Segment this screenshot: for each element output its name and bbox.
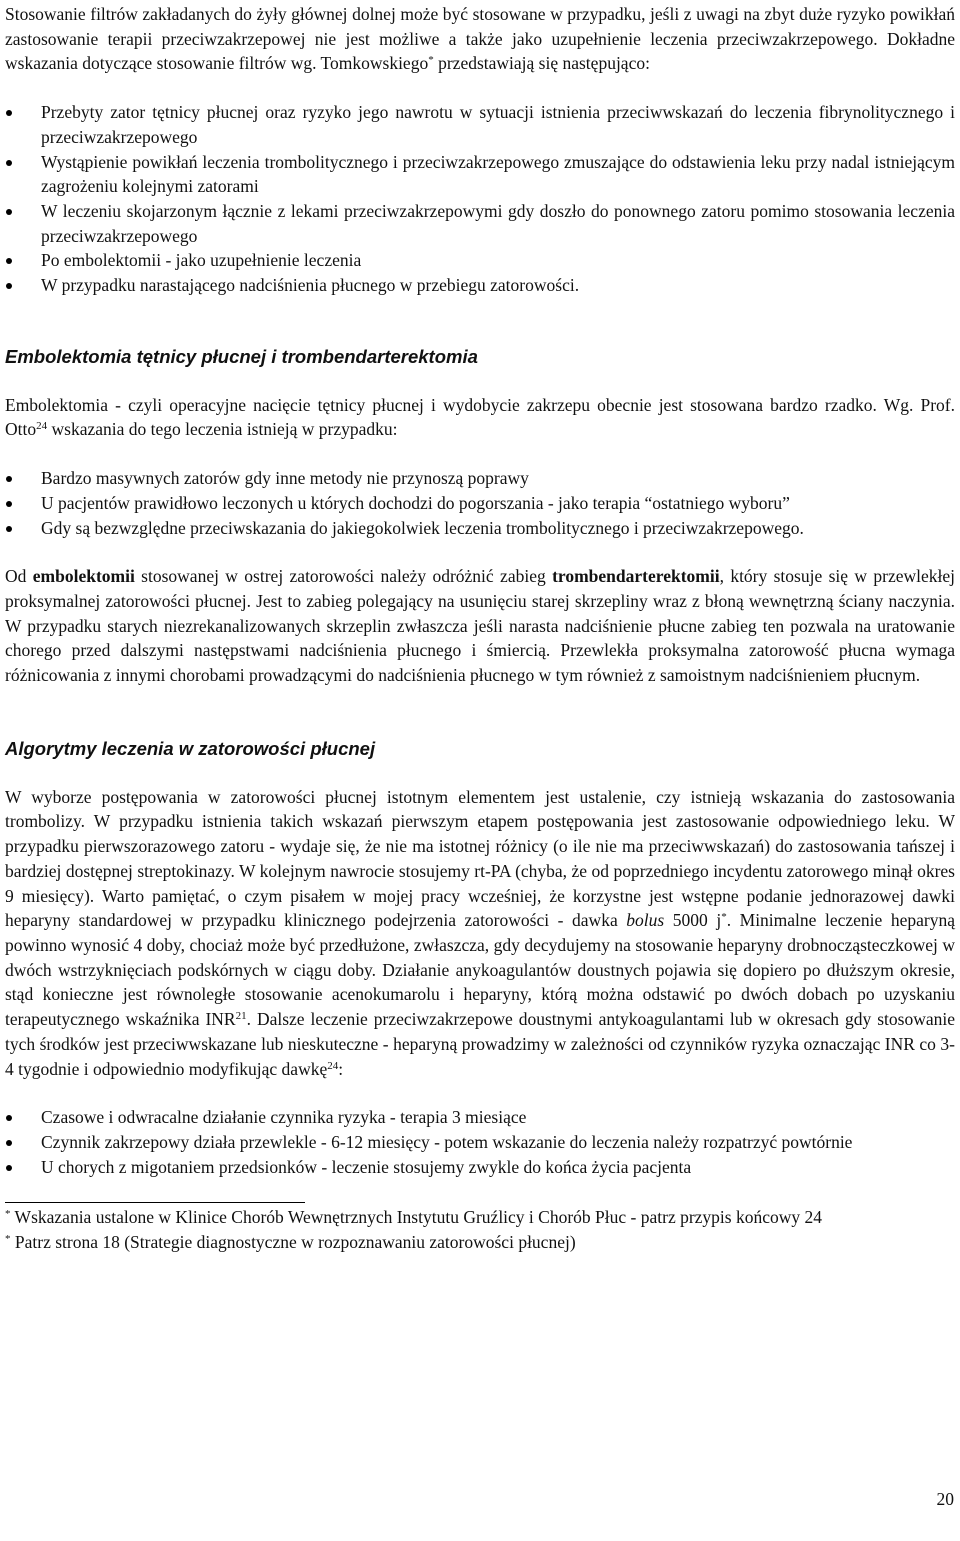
list-item: Czynnik zakrzepowy działa przewlekle - 6-12 miesięcy - potem wskazanie do leczenia należy rozpatrzyć powtórnie — [5, 1130, 955, 1155]
list-item: Bardzo masywnych zatorów gdy inne metody nie przynoszą poprawy — [5, 466, 955, 491]
page-number: 20 — [936, 1489, 954, 1509]
footnote-ref: 24 — [327, 1059, 339, 1072]
footnote-ref: 24 — [36, 420, 48, 433]
footnote-ref: 21 — [235, 1010, 247, 1023]
treatment-duration-list — [5, 1105, 955, 1179]
footnote-mark: * — [5, 1233, 11, 1246]
bullet-icon — [6, 1140, 12, 1146]
algorithms-paragraph: W wyborze postępowania w zatorowości płucnej istotnym elementem jest ustalenie, czy istnieją wskazania do zastosowania trombolizy. W przypadku istnienia takich wskazań pierwszym etapem postępowania jest zastosowanie odpowiedniego leku. W przypadku pierwszorazowego zatoru - wydaje się, że nie ma istotnej różnicy (o ile nie ma przeciwwskazań) do zastosowania tańszej i bardziej dostępnej streptokinazy. W kolejnym nawrocie stosujemy rt-PA (chyba, że od poprzedniego incydentu zatorowego minął okres 9 miesięcy). Warto pamiętać, o czym pisałem w mojej pracy wcześniej, że korzystne jest wstępne podanie jednorazowej dawki heparyny standardowej w przypadku klinicznego podejrzenia zatorowości - dawka bolus 5000 j*. Minimalne leczenie heparyną powinno wynosić 4 doby, chociaż może być przedłużone, zwłaszcza, gdy decydujemy na stosowanie heparyny drobnocząsteczkowej w dwóch wstrzyknięciach podskórnych w ciągu doby. Działanie anykoagulantów doustnych pojawia się dopiero po dłuższym okresie, stąd konieczne jest równoległe stosowanie acenokumarolu i heparyny, którą można odstawić po dwóch dobach po uzyskaniu terapeutycznego wskaźnika INR$^{21}$. Dalsze leczenie przeciwzakrzepowe doustnymi antykoagulantami lub w okresach gdy stosowanie tych środków jest przeciwwskazane lub nieskuteczne - heparyną prowadzimy w zależności od czynników ryzyka oznaczając INR co 3-4 tygodnie i odpowiednio modyfikując dawkę$^{24}$: — [5, 786, 955, 1079]
bullet-icon — [6, 1115, 12, 1121]
document-page — [5, 0, 955, 1255]
bullet-icon — [6, 283, 12, 289]
embolectomy-paragraph: Embolektomia - czyli operacyjne nacięcie tętnicy płucnej i wydobycie zakrzepu obecnie jest stosowana bardzo rzadko. Wg. Prof. Otto$^{24}$ wskazania do tego leczenia istnieją w przypadku: — [5, 394, 955, 440]
bullet-icon — [6, 110, 12, 116]
footnote-ref: * — [721, 911, 727, 924]
section-heading-embolectomy: Embolektomia tętnicy płucnej i trombendarterektomia — [5, 345, 478, 367]
footnote: * Wskazania ustalone w Klinice Chorób Wewnętrznych Instytutu Gruźlicy i Chorób Płuc - patrz przypis końcowy 24 — [5, 1207, 823, 1228]
bullet-icon — [6, 209, 12, 215]
footnote-mark: * — [5, 1208, 11, 1221]
intro-paragraph — [5, 0, 955, 76]
list-item: Przebyty zator tętnicy płucnej oraz ryzyko jego nawrotu w sytuacji istnienia przeciwwskazań do leczenia fibrynolitycznego i przeciwzakrzepowego — [5, 100, 955, 149]
filter-indications-list — [5, 100, 955, 298]
footnote: * Patrz strona 18 (Strategie diagnostyczne w rozpoznawaniu zatorowości płucnej) — [5, 1232, 576, 1253]
footnotes — [5, 1205, 955, 1254]
bullet-icon — [6, 501, 12, 507]
list-item: U chorych z migotaniem przedsionków - leczenie stosujemy zwykle do końca życia pacjenta — [5, 1155, 955, 1180]
embolectomy-indications-list — [5, 466, 955, 540]
list-item: Po embolektomii - jako uzupełnienie leczenia — [5, 248, 955, 273]
list-item: Czasowe i odwracalne działanie czynnika ryzyka - terapia 3 miesiące — [5, 1105, 955, 1130]
list-item: Wystąpienie powikłań leczenia trombolitycznego i przeciwzakrzepowego zmuszające do odstawienia leku przy nadal istniejącym zagrożeniu kolejnymi zatorami — [5, 150, 955, 199]
bullet-icon — [6, 160, 12, 166]
footnote-ref: * — [428, 54, 434, 67]
bullet-icon — [6, 476, 12, 482]
section-heading-algorithms: Algorytmy leczenia w zatorowości płucnej — [5, 737, 376, 759]
intro-tail: przedstawiają się następująco: — [433, 53, 650, 74]
trombendarterectomy-paragraph: Od embolektomii stosowanej w ostrej zatorowości należy odróżnić zabieg trombendarterektomii, który stosuje się w przewlekłej proksymalnej zatorowości płucnej. Jest to zabieg polegający na usunięciu starej skrzepliny wraz z błoną wewnętrzną ściany naczynia. W przypadku starych niezrekanalizowanych skrzeplin zwłaszcza jeśli narasta nadciśnienie płucne zabieg ten pozwala na uratowanie chorego przed dalszymi następstwami nadciśnienia płucnego i śmiercią. Przewlekła proksymalna zatorowość płucna wymaga różnicowania z innymi chorobami prowadzącymi do nadciśnienia płucnego w tym również z samoistnym nadciśnieniem płucnym. — [5, 566, 955, 686]
bullet-icon — [6, 526, 12, 532]
list-item: U pacjentów prawidłowo leczonych u których dochodzi do pogorszania - jako terapia “ostatniego wyboru” — [5, 491, 955, 516]
list-item: W leczeniu skojarzonym łącznie z lekami przeciwzakrzepowymi gdy doszło do ponownego zatoru pomimo stosowania leczenia przeciwzakrzepowego — [5, 199, 955, 248]
bullet-icon — [6, 1165, 12, 1171]
intro-text: Stosowanie filtrów zakładanych do żyły głównej dolnej może być stosowane w przypadku, jeśli z uwagi na zbyt duże ryzyko powikłań zastosowanie terapii przeciwzakrzepowej nie jest możliwe a także jako uzupełnienie leczenia przeciwzakrzepowego. Dokładne wskazania dotyczące stosowanie filtrów wg. Tomkowskiego — [5, 4, 955, 74]
list-item: Gdy są bezwzględne przeciwskazania do jakiegokolwiek leczenia trombolitycznego i przeciwzakrzepowego. — [5, 516, 955, 541]
list-item: W przypadku narastającego nadciśnienia płucnego w przebiegu zatorowości. — [5, 273, 955, 298]
bullet-icon — [6, 258, 12, 264]
